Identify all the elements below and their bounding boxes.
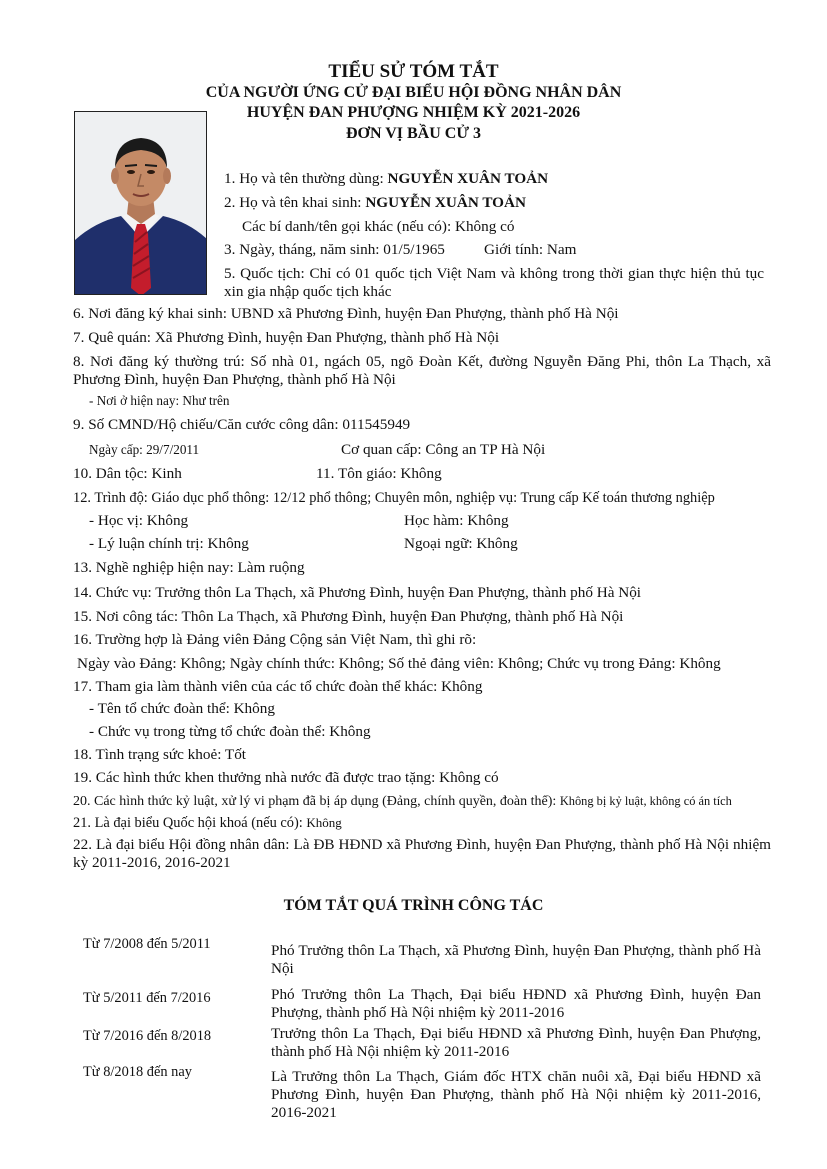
field-organizations: 17. Tham gia làm thành viên của các tổ chức đoàn thể khác: Không xyxy=(73,678,483,695)
field-position: 14. Chức vụ: Trưởng thôn La Thạch, xã Phương Đình, huyện Đan Phượng, thành phố Hà Nội xyxy=(73,584,642,601)
field-permanent-residence: 8. Nơi đăng ký thường trú: Số nhà 01, ngách 05, ngõ Đoàn Kết, đường Nguyễn Đăng Phi, thôn La Thạch, xã Phương Đình, huyện Đan Phượng, thành phố Hà Nội xyxy=(73,353,771,388)
portrait-illustration xyxy=(75,112,207,295)
field-awards: 19. Các hình thức khen thưởng nhà nước đã được trao tặng: Không có xyxy=(73,769,499,786)
national-assembly-value: Không xyxy=(306,815,342,830)
work-history-title: TÓM TẮT QUÁ TRÌNH CÔNG TÁC xyxy=(283,897,544,914)
field-education: 12. Trình độ: Giáo dục phổ thông: 12/12 phổ thông; Chuyên môn, nghiệp vụ: Trung cấp Kế toán thương nghiệp xyxy=(73,490,715,506)
field-discipline xyxy=(73,791,732,812)
field-party-intro: 16. Trường hợp là Đảng viên Đảng Cộng sản Việt Nam, thì ghi rõ: xyxy=(73,631,477,648)
field-hometown: 7. Quê quán: Xã Phương Đình, huyện Đan Phượng, thành phố Hà Nội xyxy=(73,329,500,346)
field-foreign-language: Ngoại ngữ: Không xyxy=(404,535,518,552)
work-period: Từ 8/2018 đến nay xyxy=(83,1064,192,1080)
work-description: Phó Trưởng thôn La Thạch, xã Phương Đình, huyện Đan Phượng, thành phố Hà Nội xyxy=(271,942,761,977)
portrait-photo xyxy=(74,111,207,295)
work-period: Từ 7/2008 đến 5/2011 xyxy=(83,936,211,952)
work-description: Phó Trưởng thôn La Thạch, Đại biểu HĐND xã Phương Đình, huyện Đan Phượng, thành phố Hà Nội nhiệm kỳ 2011-2016 xyxy=(271,986,761,1021)
field-gender: Giới tính: Nam xyxy=(484,241,577,258)
birth-name-label: 2. Họ và tên khai sinh: xyxy=(224,194,366,211)
field-aliases: Các bí danh/tên gọi khác (nếu có): Không có xyxy=(242,218,515,235)
field-council-member: 22. Là đại biểu Hội đồng nhân dân: Là ĐB HĐND xã Phương Đình, huyện Đan Phượng, thành phố Hà Nội nhiệm kỳ 2011-2016, 2016-2021 xyxy=(73,836,771,871)
work-description: Trưởng thôn La Thạch, Đại biểu HĐND xã Phương Đình, huyện Đan Phượng, thành phố Hà Nội nhiệm kỳ 2011-2016 xyxy=(271,1025,761,1060)
field-religion: 11. Tôn giáo: Không xyxy=(316,465,442,482)
field-nationality: 5. Quốc tịch: Chỉ có 01 quốc tịch Việt Nam và không trong thời gian thực hiện thủ tục xin gia nhập quốc tịch khác xyxy=(224,265,764,300)
field-organization-positions: - Chức vụ trong từng tổ chức đoàn thể: Không xyxy=(89,723,371,740)
work-description: Là Trưởng thôn La Thạch, Giám đốc HTX chăn nuôi xã, Đại biểu HĐND xã Phương Đình, huyện Đan Phượng, thành phố Hà Nội nhiệm kỳ 2011-2016, 2016-2021 xyxy=(271,1068,761,1121)
field-ethnicity: 10. Dân tộc: Kinh xyxy=(73,465,182,482)
field-issue-date: Ngày cấp: 29/7/2011 xyxy=(89,442,200,457)
national-assembly-label: 21. Là đại biểu Quốc hội khoá (nếu có): xyxy=(73,815,307,831)
field-degree: - Học vị: Không xyxy=(89,512,189,529)
common-name-value: NGUYỄN XUÂN TOẢN xyxy=(387,170,549,187)
field-issuer: Cơ quan cấp: Công an TP Hà Nội xyxy=(341,441,546,458)
field-common-name xyxy=(224,169,548,189)
field-health: 18. Tình trạng sức khoẻ: Tốt xyxy=(73,746,247,763)
document-subtitle-2: HUYỆN ĐAN PHƯỢNG NHIỆM KỲ 2021-2026 xyxy=(246,104,581,121)
birth-name-value: NGUYỄN XUÂN TOẢN xyxy=(365,194,526,211)
field-current-residence: - Nơi ở hiện nay: Như trên xyxy=(89,393,230,408)
field-birth-registration: 6. Nơi đăng ký khai sinh: UBND xã Phương Đình, huyện Đan Phượng, thành phố Hà Nội xyxy=(73,305,619,322)
discipline-value: Không bị kỷ luật, không có án tích xyxy=(559,794,732,808)
electoral-unit: ĐƠN VỊ BẦU CỬ 3 xyxy=(345,125,482,142)
work-period: Từ 7/2016 đến 8/2018 xyxy=(83,1028,212,1044)
document-subtitle-1: CỦA NGƯỜI ỨNG CỬ ĐẠI BIỂU HỘI ĐỒNG NHÂN DÂN xyxy=(205,84,622,101)
common-name-label: 1. Họ và tên thường dùng: xyxy=(224,170,388,187)
work-period: Từ 5/2011 đến 7/2016 xyxy=(83,990,211,1006)
discipline-label: 20. Các hình thức kỷ luật, xử lý vi phạm đã bị áp dụng (Đảng, chính quyền, đoàn thể): xyxy=(73,794,560,809)
field-party-details: Ngày vào Đảng: Không; Ngày chính thức: Không; Số thẻ đảng viên: Không; Chức vụ trong Đảng: Không xyxy=(77,655,721,672)
field-workplace: 15. Nơi công tác: Thôn La Thạch, xã Phương Đình, huyện Đan Phượng, thành phố Hà Nội xyxy=(73,608,624,625)
field-birth-name xyxy=(224,193,526,213)
field-national-assembly xyxy=(73,813,342,833)
field-date-of-birth: 3. Ngày, tháng, năm sinh: 01/5/1965 xyxy=(224,241,445,258)
field-political-theory: - Lý luận chính trị: Không xyxy=(89,535,249,552)
field-id-number: 9. Số CMND/Hộ chiếu/Căn cước công dân: 011545949 xyxy=(73,416,411,433)
document-title: TIỂU SỬ TÓM TẮT xyxy=(328,61,499,82)
field-occupation: 13. Nghề nghiệp hiện nay: Làm ruộng xyxy=(73,559,305,576)
field-organization-name: - Tên tổ chức đoàn thể: Không xyxy=(89,700,275,717)
field-academic-title: Học hàm: Không xyxy=(404,512,509,529)
